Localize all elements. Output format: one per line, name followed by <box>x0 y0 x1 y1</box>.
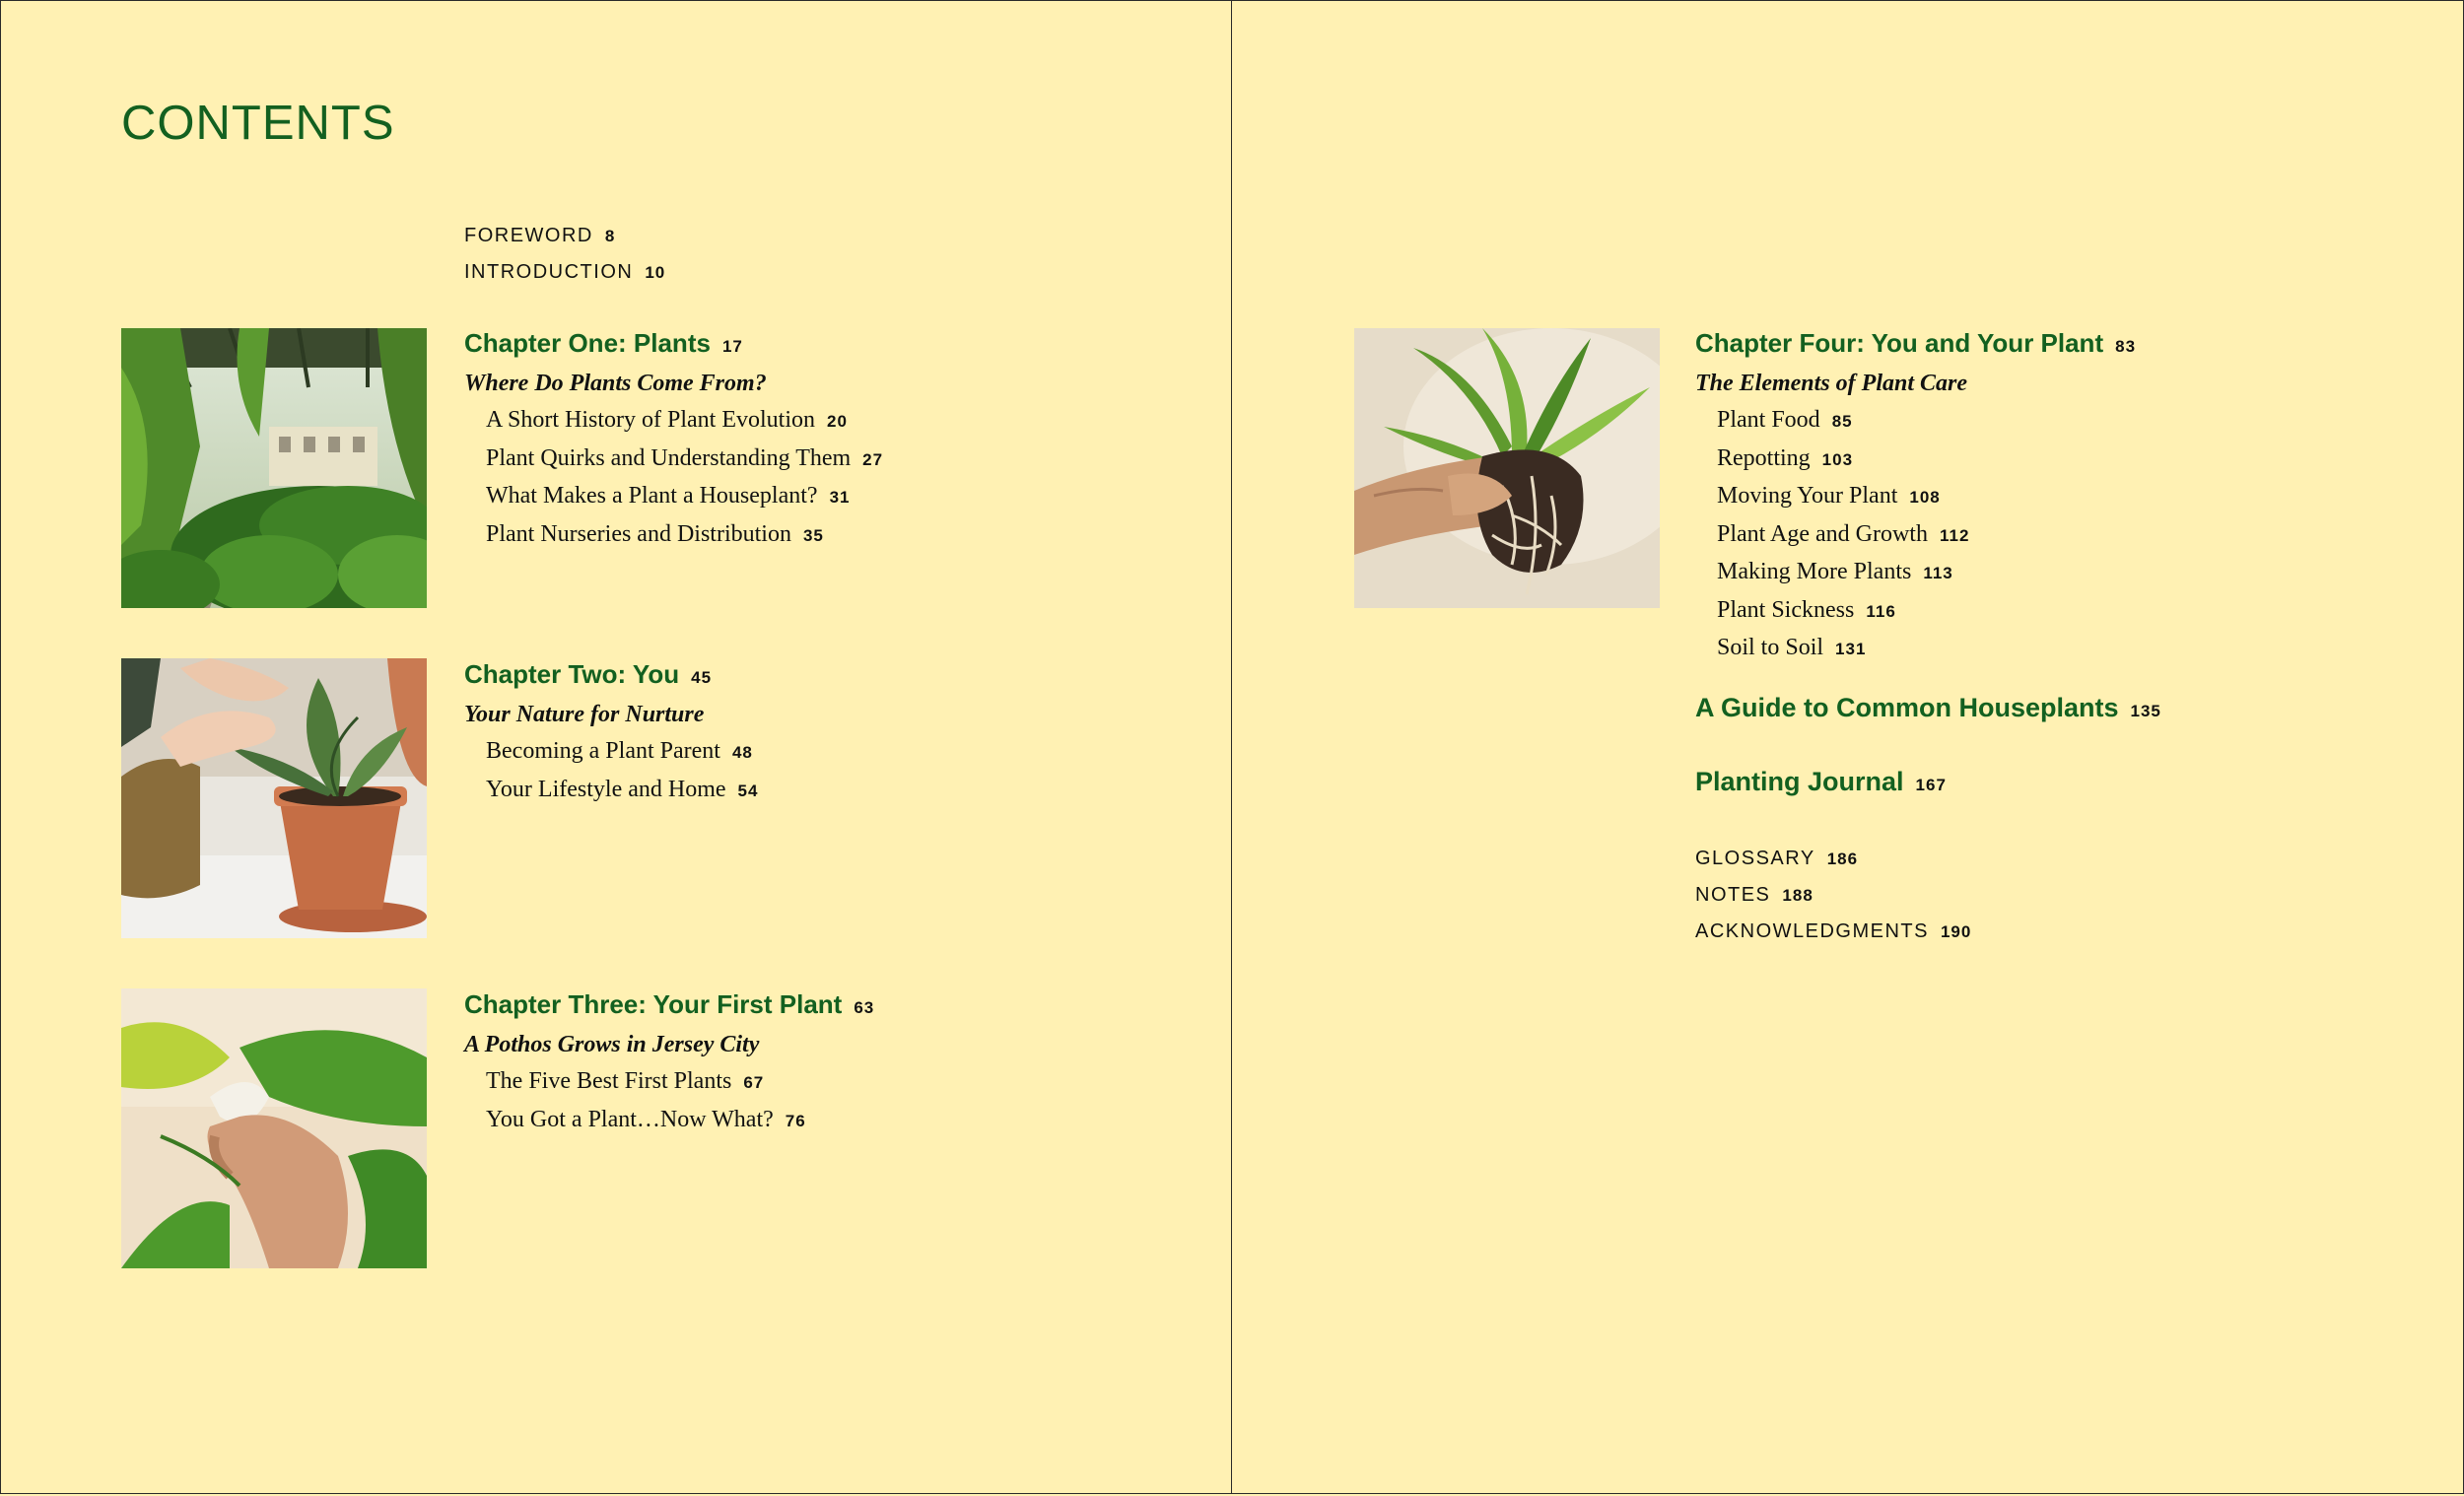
entry-page: 116 <box>1866 601 1896 621</box>
entry-page: 113 <box>1923 564 1953 582</box>
chapter-title-text: Chapter One: Plants <box>464 328 711 358</box>
toc-entry[interactable] <box>464 1063 874 1102</box>
entry-page: 8 <box>604 227 616 245</box>
chapter-two <box>464 655 758 809</box>
chapter-page: 83 <box>2115 337 2137 356</box>
contents-heading: CONTENTS <box>121 97 395 150</box>
toc-entry-notes[interactable] <box>1695 877 1971 914</box>
entry-label: Your Lifestyle and Home <box>486 776 726 802</box>
entry-label: Making More Plants <box>1717 559 1912 584</box>
entry-page: 112 <box>1939 525 1970 545</box>
entry-page: 54 <box>737 781 759 800</box>
front-matter <box>464 218 665 291</box>
chapter-title-text: Chapter Two: You <box>464 659 680 689</box>
toc-entry[interactable] <box>1695 630 2136 668</box>
toc-entry-introduction[interactable] <box>464 254 665 291</box>
watering-plant-photo <box>121 658 427 938</box>
entry-label: Repotting <box>1717 444 1811 471</box>
toc-entry-acknowledgments[interactable] <box>1695 914 1971 950</box>
chapter-title[interactable] <box>464 324 883 366</box>
entry-label: GLOSSARY <box>1695 848 1815 869</box>
hand-leaf-photo <box>121 988 427 1268</box>
greenhouse-photo <box>121 328 427 608</box>
entry-label: Becoming a Plant Parent <box>486 738 720 764</box>
entry-label: NOTES <box>1695 884 1771 906</box>
chapter-page: 45 <box>691 668 713 687</box>
entry-page: 67 <box>743 1073 765 1092</box>
left-page <box>0 0 1232 1494</box>
entry-page: 108 <box>1909 488 1941 507</box>
toc-entry[interactable] <box>464 441 883 479</box>
toc-entry-foreword[interactable] <box>464 218 665 254</box>
toc-entry[interactable] <box>464 1102 874 1140</box>
section-title: A Guide to Common Houseplants <box>1695 693 2119 722</box>
chapter-page: 17 <box>721 337 743 356</box>
chapter-subtitle: A Pothos Grows in Jersey City <box>464 1032 760 1057</box>
chapter-page: 63 <box>854 998 875 1017</box>
toc-entry[interactable] <box>1695 554 2136 592</box>
section-title: Planting Journal <box>1695 767 1904 796</box>
chapter-subtitle: The Elements of Plant Care <box>1695 371 1967 396</box>
toc-entry[interactable] <box>464 478 883 516</box>
entry-label: Plant Sickness <box>1717 596 1855 623</box>
section-page: 135 <box>2130 702 2161 720</box>
entry-page: 76 <box>785 1111 806 1130</box>
entry-label: Soil to Soil <box>1717 635 1824 660</box>
back-matter <box>1695 841 1971 950</box>
chapter-one <box>464 324 883 554</box>
entry-page: 190 <box>1940 922 1972 941</box>
entry-label: INTRODUCTION <box>464 261 634 283</box>
chapter-four <box>1695 324 2136 668</box>
entry-label: You Got a Plant…Now What? <box>486 1106 774 1132</box>
entry-label: The Five Best First Plants <box>486 1068 732 1094</box>
toc-entry[interactable] <box>464 402 883 441</box>
entry-page: 85 <box>1831 412 1853 431</box>
section-guide-houseplants[interactable] <box>1695 693 2161 723</box>
chapter-three <box>464 986 874 1139</box>
entry-label: What Makes a Plant a Houseplant? <box>486 483 818 509</box>
chapter-title[interactable] <box>1695 324 2136 366</box>
section-page: 167 <box>1915 776 1947 794</box>
chapter-title[interactable] <box>464 655 758 697</box>
chapter-subtitle: Where Do Plants Come From? <box>464 371 767 396</box>
entry-label: A Short History of Plant Evolution <box>486 407 816 433</box>
right-page <box>1231 0 2464 1494</box>
chapter-title-text: Chapter Three: Your First Plant <box>464 989 843 1019</box>
toc-entry-glossary[interactable] <box>1695 841 1971 877</box>
entry-page: 31 <box>829 488 851 507</box>
toc-entry[interactable] <box>1695 516 2136 555</box>
entry-page: 35 <box>802 525 824 545</box>
entry-label: Plant Quirks and Understanding Them <box>486 444 852 471</box>
entry-page: 188 <box>1782 886 1814 905</box>
entry-label: FOREWORD <box>464 225 593 246</box>
toc-entry[interactable] <box>1695 441 2136 479</box>
entry-label: ACKNOWLEDGMENTS <box>1695 920 1929 942</box>
toc-entry[interactable] <box>464 772 758 810</box>
entry-page: 48 <box>731 743 753 762</box>
entry-page: 27 <box>862 449 884 469</box>
section-planting-journal[interactable] <box>1695 767 1947 797</box>
toc-entry[interactable] <box>1695 592 2136 631</box>
chapter-title-text: Chapter Four: You and Your Plant <box>1695 328 2104 358</box>
toc-entry[interactable] <box>1695 402 2136 441</box>
root-ball-photo <box>1354 328 1660 608</box>
toc-entry[interactable] <box>464 516 883 555</box>
entry-page: 103 <box>1821 449 1854 469</box>
entry-page: 186 <box>1826 850 1859 868</box>
entry-label: Moving Your Plant <box>1717 483 1898 509</box>
chapter-title[interactable] <box>464 986 874 1027</box>
toc-entry[interactable] <box>1695 478 2136 516</box>
entry-label: Plant Nurseries and Distribution <box>486 520 791 547</box>
entry-page: 10 <box>645 263 666 282</box>
entry-label: Plant Age and Growth <box>1717 520 1928 547</box>
entry-page: 131 <box>1835 640 1867 658</box>
chapter-subtitle: Your Nature for Nurture <box>464 702 705 727</box>
entry-label: Plant Food <box>1717 407 1820 433</box>
entry-page: 20 <box>827 412 848 431</box>
toc-entry[interactable] <box>464 733 758 772</box>
